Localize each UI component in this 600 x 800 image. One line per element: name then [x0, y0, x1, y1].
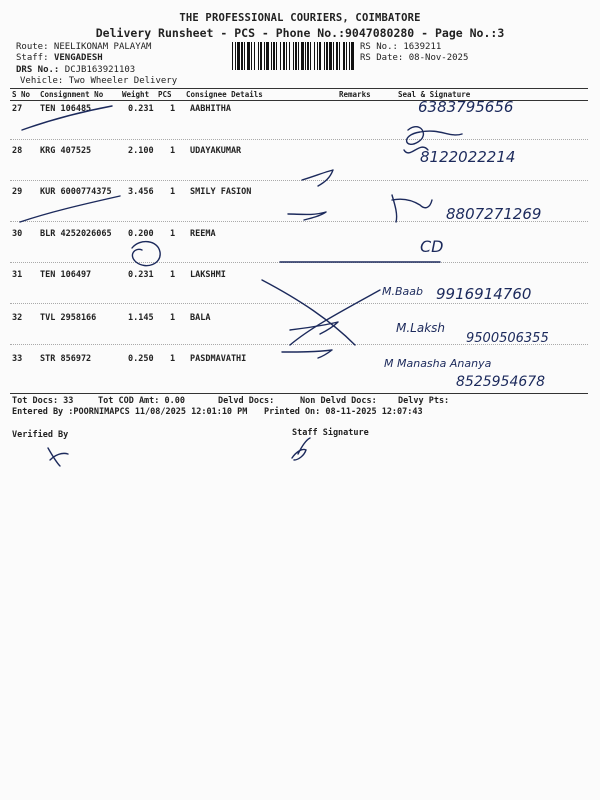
handwritten-phone-32: 9500506355: [466, 331, 549, 346]
handwritten-phone-28: 8122022214: [420, 148, 516, 166]
row-pcs: 1: [170, 270, 176, 280]
row-consignee: UDAYAKUMAR: [190, 146, 242, 156]
handwritten-phone-31: 9916914760: [436, 285, 532, 303]
total-docs: Tot Docs: 33: [12, 396, 74, 406]
row-sno: 31: [12, 270, 23, 280]
row-consignee: PASDMAVATHI: [190, 354, 247, 364]
row-pcs: 1: [170, 104, 176, 114]
route-label: Route: NEELIKONAM PALAYAM: [16, 42, 152, 52]
col-remarks: Remarks: [339, 90, 371, 99]
row-pcs: 1: [170, 313, 176, 323]
company-name: THE PROFESSIONAL COURIERS, COIMBATORE: [179, 12, 421, 24]
arrow-29: [302, 170, 333, 186]
row-consignment: BLR 4252026065: [40, 229, 112, 239]
rs-date: RS Date: 08-Nov-2025: [360, 53, 469, 63]
row-weight: 1.145: [128, 313, 154, 323]
arrow-30: [288, 212, 326, 220]
handwritten-cd-30: CD: [420, 237, 444, 256]
row-sno: 28: [12, 146, 23, 156]
col-weight: Weight: [122, 90, 150, 99]
cross-mark: [290, 290, 380, 345]
col-seal-signature: Seal & Signature: [398, 90, 471, 99]
strike-mark-27: [22, 106, 112, 130]
handwritten-phone-29: 8807271269: [446, 205, 542, 223]
staff-label: Staff:: [16, 53, 49, 63]
non-delivered-docs: Non Delvd Docs:: [300, 396, 377, 406]
row-pcs: 1: [170, 146, 176, 156]
row-weight: 0.200: [128, 229, 154, 239]
handwritten-name-32: M.Laksh: [396, 321, 446, 335]
verified-signature: [48, 448, 68, 466]
row-pcs: 1: [170, 187, 176, 197]
total-cod-amount: Tot COD Amt: 0.00: [98, 396, 185, 406]
row-weight: 0.250: [128, 354, 154, 364]
row-consignee: SMILY FASION: [190, 187, 252, 197]
row-weight: 2.100: [128, 146, 154, 156]
row-weight: 0.231: [128, 270, 154, 280]
arrow-33: [282, 350, 332, 358]
runsheet-title: Delivery Runsheet - PCS - Phone No.:9047080280 - Page No.:3: [95, 26, 505, 40]
delivery-points: Delvy Pts:: [398, 396, 450, 406]
row-sno: 29: [12, 187, 23, 197]
col-consignee: Consignee Details: [186, 90, 263, 99]
handwritten-phone-33: 8525954678: [456, 374, 546, 390]
printed-on: Printed On: 08-11-2025 12:07:43: [264, 407, 423, 417]
row-sno: 27: [12, 104, 23, 114]
signature-28: [407, 127, 462, 145]
cross-mark: [262, 280, 355, 345]
row-consignment: KRG 407525: [40, 146, 92, 156]
row-consignment: KUR 6000774375: [40, 187, 112, 197]
delivered-docs: Delvd Docs:: [218, 396, 275, 406]
row-pcs: 1: [170, 229, 176, 239]
row-weight: 0.231: [128, 104, 154, 114]
row-sno: 33: [12, 354, 23, 364]
col-pcs: PCS: [158, 90, 172, 99]
col-consignment: Consignment No: [40, 90, 104, 99]
row-pcs: 1: [170, 354, 176, 364]
row-sno: 30: [12, 229, 23, 239]
staff-signature-label: Staff Signature: [292, 428, 369, 438]
row-consignee: REEMA: [190, 229, 216, 239]
vehicle-label: Vehicle: Two Wheeler Delivery: [20, 76, 178, 86]
strike-mark-29: [20, 196, 120, 222]
row-consignment: STR 856972: [40, 354, 92, 364]
row-consignment: TEN 106497: [40, 270, 92, 280]
row-sno: 32: [12, 313, 23, 323]
scribble-30: [132, 242, 160, 266]
drs-label: DRS No.:: [16, 65, 60, 75]
handwritten-name-33: M Manasha Ananya: [384, 357, 492, 370]
row-consignee: LAKSHMI: [190, 270, 226, 280]
row-weight: 3.456: [128, 187, 154, 197]
rs-number: RS No.: 1639211: [360, 42, 442, 52]
staff-signature-mark: [292, 438, 310, 460]
handwritten-phone-27: 6383795656: [418, 98, 514, 116]
handwritten-name-31: M.Baab: [382, 285, 423, 298]
row-consignment: TEN 106485: [40, 104, 92, 114]
staff-name: VENGADESH: [53, 53, 103, 63]
drs-number: DCJB163921103: [64, 65, 136, 75]
col-sno: S No: [12, 90, 31, 99]
row-consignment: TVL 2958166: [40, 313, 97, 323]
entered-by: Entered By :POORNIMAPCS 11/08/2025 12:01:10 PM: [12, 407, 248, 417]
row-consignee: AABHITHA: [190, 104, 231, 114]
signature-29: [392, 195, 432, 222]
verified-by-label: Verified By: [12, 430, 69, 440]
row-consignee: BALA: [190, 313, 211, 323]
